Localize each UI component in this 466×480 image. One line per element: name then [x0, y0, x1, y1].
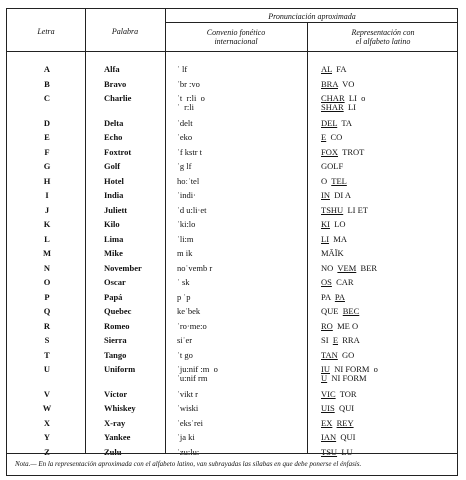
word-cell: Oscar: [104, 277, 126, 287]
word-cell: Víctor: [104, 388, 128, 399]
letter-cell: O: [43, 277, 51, 287]
ipa-cell: ˈwiski: [177, 403, 199, 413]
word-cell: Foxtrot: [104, 146, 132, 157]
word-cell: Mike: [104, 248, 123, 258]
letter-cell: F: [44, 146, 50, 157]
ipa-cell: p ˈp: [177, 291, 191, 302]
latin-cell: TAN GO: [321, 349, 355, 360]
word-cell: Charlie: [104, 93, 132, 103]
table-header: [7, 9, 457, 52]
word-cell: Uniform: [104, 364, 136, 374]
ipa-cell: ˈki:lo: [177, 219, 196, 229]
word-cell: November: [104, 262, 142, 273]
letter-cell: W: [42, 403, 52, 413]
latin-cell: NO VEM BER: [321, 262, 378, 273]
letter-cell: S: [44, 335, 50, 345]
ipa-cell: ˈeko: [177, 132, 193, 142]
word-cell: Quebec: [104, 306, 132, 316]
ipa-cell: ˈro·me:o: [177, 320, 207, 331]
footnote: Nota.— En la representación aproximada con el alfabeto latino, van subrayadas las sílabas en que debe ponerse el énfasis.: [7, 453, 457, 475]
ipa-cell: siˈer: [177, 335, 193, 345]
latin-cell: SI E RRA: [321, 335, 360, 345]
header-pronunciacion: Pronunciación aproximada: [268, 12, 356, 21]
word-cell: Kilo: [104, 219, 120, 229]
ipa-cell: ˈg lf: [177, 161, 192, 171]
latin-cell: O TEL: [321, 175, 347, 186]
word-cell: Lima: [104, 233, 124, 244]
letter-cell: N: [43, 262, 51, 273]
latin-cell: AL FA: [321, 64, 347, 74]
latin-cell: PA PA: [321, 291, 345, 302]
latin-cell: LI MA: [321, 233, 347, 244]
word-cell: India: [104, 190, 124, 200]
word-cell: Hotel: [104, 175, 124, 186]
letter-cell: J: [44, 204, 50, 215]
letter-cell: Y: [43, 432, 51, 442]
word-cell: Whiskey: [104, 403, 136, 413]
word-cell: X-ray: [104, 417, 126, 428]
latin-cell: CHAR LI o SHAR LI: [321, 93, 366, 112]
latin-cell: BRA VO: [321, 78, 355, 89]
ipa-cell: ˈdelt: [177, 117, 193, 128]
latin-cell: IAN QUI: [321, 432, 356, 442]
ipa-cell: ˈju:nif :m o ˈu:nif rm: [177, 364, 218, 383]
word-cell: Sierra: [104, 335, 127, 345]
latin-cell: MĀÏK: [321, 248, 344, 258]
latin-cell: VIC TOR: [321, 388, 357, 399]
word-cell: Golf: [104, 161, 121, 171]
ipa-cell: m ik: [177, 248, 193, 258]
header-convenio: Convenio fonético internacional: [206, 28, 266, 46]
latin-cell: EX REY: [321, 417, 354, 428]
word-cell: Juliett: [104, 204, 128, 215]
ipa-cell: ˈ lf: [177, 64, 188, 74]
letter-cell: H: [43, 175, 51, 186]
letter-cell: R: [43, 320, 51, 331]
word-cell: Bravo: [104, 78, 127, 89]
letter-cell: D: [43, 117, 51, 128]
letter-cell: Q: [43, 306, 51, 316]
letter-cell: U: [43, 364, 51, 374]
latin-cell: E CO: [321, 132, 343, 142]
header-palabra: Palabra: [111, 27, 139, 36]
header-representacion: Representación con el alfabeto latino: [351, 28, 415, 46]
latin-cell: TSHU LI ET: [321, 204, 368, 215]
word-cell: Echo: [104, 132, 123, 142]
ipa-cell: ˈ sk: [177, 277, 190, 287]
letter-cell: T: [44, 349, 50, 360]
ipa-cell: ˈli:m: [177, 233, 194, 244]
ipa-cell: ˈd u:li·et: [177, 204, 207, 215]
letter-cell: C: [43, 93, 51, 103]
latin-cell: IU NI FORM o U NI FORM: [321, 364, 378, 383]
ipa-cell: ˈf kstr t: [177, 146, 203, 157]
word-cell: Yankee: [104, 432, 131, 442]
latin-cell: FOX TROT: [321, 146, 365, 157]
letter-cell: P: [44, 291, 50, 302]
latin-cell: QUE BEC: [321, 306, 360, 316]
ipa-cell: ˈvikt r: [177, 388, 199, 399]
latin-cell: DEL TA: [321, 117, 352, 128]
word-cell: Tango: [104, 349, 127, 360]
letter-cell: V: [43, 388, 51, 399]
word-cell: Romeo: [104, 320, 130, 331]
word-cell: Zulu: [104, 446, 122, 457]
ipa-cell: ˈja ki: [177, 432, 195, 442]
latin-cell: RO ME O: [321, 320, 359, 331]
letter-cell: M: [42, 248, 52, 258]
ipa-cell: ˈbr :vo: [177, 78, 200, 89]
ipa-cell: keˈbek: [177, 306, 201, 316]
phonetic-alphabet-table: [6, 8, 458, 476]
word-cell: Delta: [104, 117, 124, 128]
letter-cell: B: [44, 78, 50, 89]
latin-cell: KI LO: [321, 219, 346, 229]
latin-cell: TSU LU: [321, 446, 353, 457]
letter-cell: X: [43, 417, 51, 428]
ipa-cell: ˈzu:lu:: [177, 446, 200, 457]
latin-cell: GOLF: [321, 161, 344, 171]
table-body: [7, 52, 457, 457]
word-cell: Papá: [104, 291, 123, 302]
letter-cell: I: [45, 190, 49, 200]
ipa-cell: hoːˈtel: [177, 175, 200, 186]
letter-cell: L: [44, 233, 50, 244]
latin-cell: OS CAR: [321, 277, 354, 287]
latin-cell: UIS QUI: [321, 403, 355, 413]
ipa-cell: ˈindi·: [177, 190, 196, 200]
ipa-cell: ˈeksˈrei: [177, 417, 203, 428]
letter-cell: G: [43, 161, 51, 171]
ipa-cell: ˈt go: [177, 349, 193, 360]
word-cell: Alfa: [104, 64, 120, 74]
letter-cell: E: [44, 132, 50, 142]
letter-cell: Z: [44, 446, 50, 457]
header-letra: Letra: [37, 27, 55, 36]
latin-cell: IN DI A: [321, 190, 351, 200]
ipa-cell: noˈvemb r: [177, 262, 213, 273]
letter-cell: K: [43, 219, 51, 229]
ipa-cell: ˈt r:li o ˈ r:li: [177, 93, 205, 112]
letter-cell: A: [43, 64, 51, 74]
